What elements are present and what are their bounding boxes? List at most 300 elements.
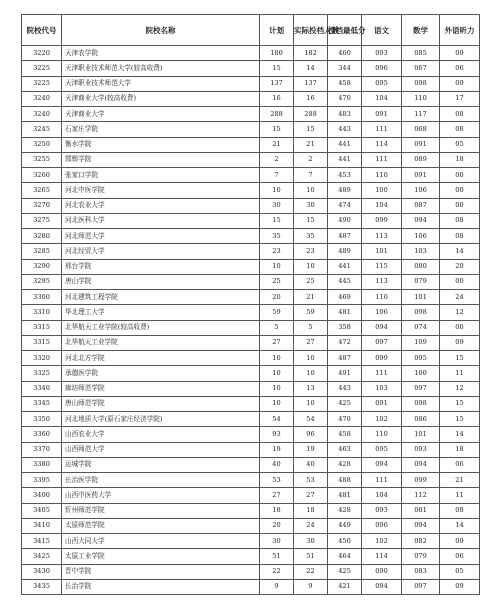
actual-admitted-cell: 288 bbox=[294, 107, 328, 122]
minimum-score-cell: 449 bbox=[328, 518, 362, 533]
plan-cell: 19 bbox=[260, 442, 294, 457]
chinese-cell: 091 bbox=[362, 396, 402, 411]
chinese-cell: 094 bbox=[362, 457, 402, 472]
foreign-listening-cell: 08 bbox=[440, 213, 480, 228]
school-code-cell: 3415 bbox=[22, 534, 62, 549]
math-cell: 082 bbox=[402, 534, 440, 549]
math-cell: 099 bbox=[402, 473, 440, 488]
foreign-listening-cell: 08 bbox=[440, 122, 480, 137]
school-code-cell: 3240 bbox=[22, 91, 62, 106]
minimum-score-cell: 445 bbox=[328, 274, 362, 289]
plan-cell: 10 bbox=[260, 366, 294, 381]
plan-cell: 180 bbox=[260, 46, 294, 61]
math-cell: 067 bbox=[402, 61, 440, 76]
plan-cell: 53 bbox=[260, 473, 294, 488]
school-code-cell: 3245 bbox=[22, 122, 62, 137]
math-cell: 085 bbox=[402, 46, 440, 61]
table-row bbox=[22, 549, 480, 564]
math-cell: 103 bbox=[402, 244, 440, 259]
school-name-cell: 长治学院 bbox=[62, 579, 260, 594]
actual-admitted-cell: 35 bbox=[294, 229, 328, 244]
math-cell: 106 bbox=[402, 183, 440, 198]
chinese-cell: 111 bbox=[362, 122, 402, 137]
actual-admitted-cell: 51 bbox=[294, 549, 328, 564]
actual-admitted-cell: 15 bbox=[294, 213, 328, 228]
plan-cell: 7 bbox=[260, 168, 294, 183]
admission-score-table bbox=[21, 14, 480, 595]
table-row bbox=[22, 335, 480, 350]
school-code-cell: 3340 bbox=[22, 381, 62, 396]
math-cell: 086 bbox=[402, 412, 440, 427]
minimum-score-cell: 464 bbox=[328, 549, 362, 564]
chinese-cell: 111 bbox=[362, 366, 402, 381]
school-name-cell: 山西农业大学 bbox=[62, 427, 260, 442]
table-row bbox=[22, 488, 480, 503]
math-cell: 110 bbox=[402, 91, 440, 106]
math-cell: 098 bbox=[402, 305, 440, 320]
school-name-cell: 河北地质大学(原石家庄经济学院) bbox=[62, 412, 260, 427]
math-cell: 089 bbox=[402, 152, 440, 167]
actual-admitted-cell: 15 bbox=[294, 122, 328, 137]
table-row bbox=[22, 518, 480, 533]
table-row bbox=[22, 534, 480, 549]
chinese-cell: 096 bbox=[362, 518, 402, 533]
school-code-cell: 3255 bbox=[22, 152, 62, 167]
school-code-cell: 3225 bbox=[22, 61, 62, 76]
chinese-cell: 110 bbox=[362, 290, 402, 305]
table-row bbox=[22, 290, 480, 305]
foreign-listening-cell: 06 bbox=[440, 61, 480, 76]
table-row bbox=[22, 229, 480, 244]
school-name-cell: 北华航天工业学院(较高收费) bbox=[62, 320, 260, 335]
school-code-cell: 3370 bbox=[22, 442, 62, 457]
chinese-cell: 094 bbox=[362, 579, 402, 594]
table-row bbox=[22, 168, 480, 183]
school-name-cell: 天津商业大学(较高收费) bbox=[62, 91, 260, 106]
school-name-cell: 河北农业大学 bbox=[62, 198, 260, 213]
plan-cell: 5 bbox=[260, 320, 294, 335]
actual-admitted-cell: 10 bbox=[294, 366, 328, 381]
foreign-listening-cell: 00 bbox=[440, 168, 480, 183]
school-name-cell: 华北理工大学 bbox=[62, 305, 260, 320]
foreign-listening-cell: 09 bbox=[440, 335, 480, 350]
table-row bbox=[22, 473, 480, 488]
plan-cell: 30 bbox=[260, 534, 294, 549]
school-code-cell: 3270 bbox=[22, 198, 62, 213]
table-row bbox=[22, 183, 480, 198]
header-math: 数学 bbox=[402, 15, 440, 46]
school-name-cell: 天津职业技术师范大学 bbox=[62, 76, 260, 91]
minimum-score-cell: 458 bbox=[328, 76, 362, 91]
plan-cell: 10 bbox=[260, 183, 294, 198]
chinese-cell: 090 bbox=[362, 564, 402, 579]
chinese-cell: 091 bbox=[362, 107, 402, 122]
foreign-listening-cell: 11 bbox=[440, 366, 480, 381]
math-cell: 094 bbox=[402, 457, 440, 472]
chinese-cell: 104 bbox=[362, 91, 402, 106]
plan-cell: 21 bbox=[260, 137, 294, 152]
plan-cell: 288 bbox=[260, 107, 294, 122]
minimum-score-cell: 483 bbox=[328, 107, 362, 122]
school-name-cell: 忻州师范学院 bbox=[62, 503, 260, 518]
plan-cell: 59 bbox=[260, 305, 294, 320]
school-name-cell: 河北建筑工程学院 bbox=[62, 290, 260, 305]
math-cell: 097 bbox=[402, 579, 440, 594]
actual-admitted-cell: 53 bbox=[294, 473, 328, 488]
math-cell: 074 bbox=[402, 320, 440, 335]
school-code-cell: 3260 bbox=[22, 168, 62, 183]
table-header-row bbox=[22, 15, 480, 46]
table-row bbox=[22, 412, 480, 427]
math-cell: 087 bbox=[402, 198, 440, 213]
math-cell: 098 bbox=[402, 76, 440, 91]
minimum-score-cell: 425 bbox=[328, 396, 362, 411]
actual-admitted-cell: 25 bbox=[294, 274, 328, 289]
admission-score-document bbox=[21, 14, 479, 595]
actual-admitted-cell: 18 bbox=[294, 503, 328, 518]
math-cell: 080 bbox=[402, 259, 440, 274]
math-cell: 083 bbox=[402, 564, 440, 579]
actual-admitted-cell: 40 bbox=[294, 457, 328, 472]
minimum-score-cell: 458 bbox=[328, 427, 362, 442]
chinese-cell: 114 bbox=[362, 549, 402, 564]
foreign-listening-cell: 08 bbox=[440, 229, 480, 244]
foreign-listening-cell: 24 bbox=[440, 290, 480, 305]
chinese-cell: 115 bbox=[362, 259, 402, 274]
math-cell: 100 bbox=[402, 366, 440, 381]
plan-cell: 22 bbox=[260, 564, 294, 579]
plan-cell: 27 bbox=[260, 335, 294, 350]
math-cell: 098 bbox=[402, 396, 440, 411]
school-name-cell: 山西大同大学 bbox=[62, 534, 260, 549]
header-foreign-listening: 外语听力 bbox=[440, 15, 480, 46]
math-cell: 101 bbox=[402, 427, 440, 442]
school-code-cell: 3435 bbox=[22, 579, 62, 594]
school-name-cell: 邯郸学院 bbox=[62, 152, 260, 167]
school-code-cell: 3310 bbox=[22, 305, 62, 320]
math-cell: 101 bbox=[402, 290, 440, 305]
foreign-listening-cell: 12 bbox=[440, 305, 480, 320]
school-code-cell: 3345 bbox=[22, 396, 62, 411]
table-row bbox=[22, 213, 480, 228]
foreign-listening-cell: 09 bbox=[440, 76, 480, 91]
minimum-score-cell: 470 bbox=[328, 412, 362, 427]
chinese-cell: 101 bbox=[362, 244, 402, 259]
actual-admitted-cell: 30 bbox=[294, 198, 328, 213]
math-cell: 097 bbox=[402, 381, 440, 396]
minimum-score-cell: 425 bbox=[328, 564, 362, 579]
foreign-listening-cell: 15 bbox=[440, 412, 480, 427]
chinese-cell: 102 bbox=[362, 534, 402, 549]
school-code-cell: 3220 bbox=[22, 46, 62, 61]
chinese-cell: 110 bbox=[362, 168, 402, 183]
school-name-cell: 承德医学院 bbox=[62, 366, 260, 381]
minimum-score-cell: 344 bbox=[328, 61, 362, 76]
chinese-cell: 093 bbox=[362, 46, 402, 61]
table-row bbox=[22, 198, 480, 213]
table-row bbox=[22, 366, 480, 381]
school-code-cell: 3380 bbox=[22, 457, 62, 472]
actual-admitted-cell: 9 bbox=[294, 579, 328, 594]
school-code-cell: 3425 bbox=[22, 549, 62, 564]
school-name-cell: 河北中医学院 bbox=[62, 183, 260, 198]
actual-admitted-cell: 7 bbox=[294, 168, 328, 183]
plan-cell: 15 bbox=[260, 213, 294, 228]
plan-cell: 15 bbox=[260, 61, 294, 76]
foreign-listening-cell: 18 bbox=[440, 152, 480, 167]
math-cell: 117 bbox=[402, 107, 440, 122]
actual-admitted-cell: 10 bbox=[294, 183, 328, 198]
table-row bbox=[22, 564, 480, 579]
table-row bbox=[22, 320, 480, 335]
table-body bbox=[22, 46, 480, 595]
actual-admitted-cell: 19 bbox=[294, 442, 328, 457]
foreign-listening-cell: 14 bbox=[440, 518, 480, 533]
header-plan: 计划 bbox=[260, 15, 294, 46]
actual-admitted-cell: 5 bbox=[294, 320, 328, 335]
minimum-score-cell: 474 bbox=[328, 198, 362, 213]
school-code-cell: 3360 bbox=[22, 427, 62, 442]
chinese-cell: 097 bbox=[362, 335, 402, 350]
math-cell: 079 bbox=[402, 549, 440, 564]
actual-admitted-cell: 54 bbox=[294, 412, 328, 427]
actual-admitted-cell: 2 bbox=[294, 152, 328, 167]
plan-cell: 18 bbox=[260, 503, 294, 518]
actual-admitted-cell: 96 bbox=[294, 427, 328, 442]
header-minimum-score: 投档最低分 bbox=[328, 15, 362, 46]
plan-cell: 16 bbox=[260, 91, 294, 106]
school-name-cell: 太原师范学院 bbox=[62, 518, 260, 533]
foreign-listening-cell: 08 bbox=[440, 107, 480, 122]
plan-cell: 10 bbox=[260, 396, 294, 411]
minimum-score-cell: 358 bbox=[328, 320, 362, 335]
school-name-cell: 天津职业技术师范大学(较高收费) bbox=[62, 61, 260, 76]
math-cell: 091 bbox=[402, 168, 440, 183]
school-name-cell: 长治医学院 bbox=[62, 473, 260, 488]
foreign-listening-cell: 20 bbox=[440, 259, 480, 274]
actual-admitted-cell: 59 bbox=[294, 305, 328, 320]
foreign-listening-cell: 11 bbox=[440, 488, 480, 503]
foreign-listening-cell: 21 bbox=[440, 473, 480, 488]
foreign-listening-cell: 17 bbox=[440, 91, 480, 106]
table-row bbox=[22, 442, 480, 457]
math-cell: 079 bbox=[402, 274, 440, 289]
school-name-cell: 衡水学院 bbox=[62, 137, 260, 152]
chinese-cell: 094 bbox=[362, 320, 402, 335]
school-code-cell: 3430 bbox=[22, 564, 62, 579]
school-code-cell: 3295 bbox=[22, 274, 62, 289]
actual-admitted-cell: 21 bbox=[294, 290, 328, 305]
chinese-cell: 095 bbox=[362, 76, 402, 91]
foreign-listening-cell: 15 bbox=[440, 396, 480, 411]
foreign-listening-cell: 06 bbox=[440, 457, 480, 472]
table-row bbox=[22, 259, 480, 274]
chinese-cell: 095 bbox=[362, 442, 402, 457]
school-name-cell: 天津商业大学 bbox=[62, 107, 260, 122]
chinese-cell: 102 bbox=[362, 412, 402, 427]
table-row bbox=[22, 76, 480, 91]
table-row bbox=[22, 152, 480, 167]
foreign-listening-cell: 00 bbox=[440, 183, 480, 198]
school-code-cell: 3400 bbox=[22, 488, 62, 503]
table-row bbox=[22, 274, 480, 289]
minimum-score-cell: 470 bbox=[328, 91, 362, 106]
math-cell: 091 bbox=[402, 137, 440, 152]
table-row bbox=[22, 503, 480, 518]
school-code-cell: 3350 bbox=[22, 412, 62, 427]
foreign-listening-cell: 09 bbox=[440, 579, 480, 594]
actual-admitted-cell: 30 bbox=[294, 534, 328, 549]
minimum-score-cell: 453 bbox=[328, 168, 362, 183]
minimum-score-cell: 421 bbox=[328, 579, 362, 594]
actual-admitted-cell: 27 bbox=[294, 335, 328, 350]
actual-admitted-cell: 24 bbox=[294, 518, 328, 533]
minimum-score-cell: 481 bbox=[328, 488, 362, 503]
school-name-cell: 石家庄学院 bbox=[62, 122, 260, 137]
school-code-cell: 3405 bbox=[22, 503, 62, 518]
actual-admitted-cell: 10 bbox=[294, 259, 328, 274]
minimum-score-cell: 472 bbox=[328, 335, 362, 350]
school-name-cell: 山西师范大学 bbox=[62, 442, 260, 457]
foreign-listening-cell: 08 bbox=[440, 503, 480, 518]
math-cell: 095 bbox=[402, 351, 440, 366]
plan-cell: 93 bbox=[260, 427, 294, 442]
chinese-cell: 093 bbox=[362, 503, 402, 518]
school-name-cell: 河北师范大学 bbox=[62, 229, 260, 244]
school-name-cell: 北华航天工业学院 bbox=[62, 335, 260, 350]
chinese-cell: 104 bbox=[362, 198, 402, 213]
table-row bbox=[22, 305, 480, 320]
minimum-score-cell: 487 bbox=[328, 229, 362, 244]
actual-admitted-cell: 27 bbox=[294, 488, 328, 503]
plan-cell: 9 bbox=[260, 579, 294, 594]
plan-cell: 54 bbox=[260, 412, 294, 427]
actual-admitted-cell: 14 bbox=[294, 61, 328, 76]
school-code-cell: 3410 bbox=[22, 518, 62, 533]
school-code-cell: 3315 bbox=[22, 320, 62, 335]
table-row bbox=[22, 122, 480, 137]
foreign-listening-cell: 05 bbox=[440, 137, 480, 152]
table-row bbox=[22, 457, 480, 472]
math-cell: 068 bbox=[402, 122, 440, 137]
school-name-cell: 唐山师范学院 bbox=[62, 396, 260, 411]
foreign-listening-cell: 14 bbox=[440, 427, 480, 442]
minimum-score-cell: 489 bbox=[328, 183, 362, 198]
foreign-listening-cell: 00 bbox=[440, 320, 480, 335]
plan-cell: 2 bbox=[260, 152, 294, 167]
header-school-name: 院校名称 bbox=[62, 15, 260, 46]
minimum-score-cell: 463 bbox=[328, 442, 362, 457]
table-row bbox=[22, 579, 480, 594]
chinese-cell: 113 bbox=[362, 274, 402, 289]
chinese-cell: 111 bbox=[362, 473, 402, 488]
school-code-cell: 3320 bbox=[22, 351, 62, 366]
minimum-score-cell: 491 bbox=[328, 366, 362, 381]
minimum-score-cell: 443 bbox=[328, 381, 362, 396]
school-code-cell: 3225 bbox=[22, 76, 62, 91]
plan-cell: 51 bbox=[260, 549, 294, 564]
actual-admitted-cell: 23 bbox=[294, 244, 328, 259]
plan-cell: 35 bbox=[260, 229, 294, 244]
chinese-cell: 114 bbox=[362, 137, 402, 152]
plan-cell: 137 bbox=[260, 76, 294, 91]
chinese-cell: 099 bbox=[362, 213, 402, 228]
table-row bbox=[22, 244, 480, 259]
minimum-score-cell: 469 bbox=[328, 290, 362, 305]
school-name-cell: 天津农学院 bbox=[62, 46, 260, 61]
school-name-cell: 山西中医药大学 bbox=[62, 488, 260, 503]
chinese-cell: 104 bbox=[362, 488, 402, 503]
actual-admitted-cell: 10 bbox=[294, 351, 328, 366]
chinese-cell: 111 bbox=[362, 152, 402, 167]
chinese-cell: 099 bbox=[362, 351, 402, 366]
foreign-listening-cell: 14 bbox=[440, 244, 480, 259]
header-actual-admitted: 实际投档人数 bbox=[294, 15, 328, 46]
foreign-listening-cell: 09 bbox=[440, 46, 480, 61]
chinese-cell: 106 bbox=[362, 305, 402, 320]
chinese-cell: 096 bbox=[362, 61, 402, 76]
school-name-cell: 运城学院 bbox=[62, 457, 260, 472]
foreign-listening-cell: 00 bbox=[440, 198, 480, 213]
plan-cell: 20 bbox=[260, 518, 294, 533]
school-name-cell: 河北北方学院 bbox=[62, 351, 260, 366]
actual-admitted-cell: 10 bbox=[294, 396, 328, 411]
math-cell: 106 bbox=[402, 229, 440, 244]
school-code-cell: 3300 bbox=[22, 290, 62, 305]
school-code-cell: 3240 bbox=[22, 107, 62, 122]
minimum-score-cell: 487 bbox=[328, 351, 362, 366]
math-cell: 094 bbox=[402, 213, 440, 228]
header-chinese: 语文 bbox=[362, 15, 402, 46]
table-row bbox=[22, 46, 480, 61]
minimum-score-cell: 441 bbox=[328, 152, 362, 167]
minimum-score-cell: 441 bbox=[328, 137, 362, 152]
foreign-listening-cell: 18 bbox=[440, 442, 480, 457]
minimum-score-cell: 450 bbox=[328, 534, 362, 549]
plan-cell: 10 bbox=[260, 259, 294, 274]
math-cell: 112 bbox=[402, 488, 440, 503]
school-name-cell: 邢台学院 bbox=[62, 259, 260, 274]
chinese-cell: 100 bbox=[362, 183, 402, 198]
table-row bbox=[22, 107, 480, 122]
plan-cell: 25 bbox=[260, 274, 294, 289]
foreign-listening-cell: 06 bbox=[440, 549, 480, 564]
plan-cell: 23 bbox=[260, 244, 294, 259]
table-row bbox=[22, 427, 480, 442]
plan-cell: 27 bbox=[260, 488, 294, 503]
table-row bbox=[22, 91, 480, 106]
actual-admitted-cell: 13 bbox=[294, 381, 328, 396]
actual-admitted-cell: 21 bbox=[294, 137, 328, 152]
minimum-score-cell: 489 bbox=[328, 244, 362, 259]
math-cell: 081 bbox=[402, 503, 440, 518]
school-code-cell: 3280 bbox=[22, 229, 62, 244]
foreign-listening-cell: 09 bbox=[440, 534, 480, 549]
plan-cell: 30 bbox=[260, 198, 294, 213]
minimum-score-cell: 460 bbox=[328, 46, 362, 61]
minimum-score-cell: 443 bbox=[328, 122, 362, 137]
school-code-cell: 3285 bbox=[22, 244, 62, 259]
plan-cell: 15 bbox=[260, 122, 294, 137]
school-name-cell: 唐山学院 bbox=[62, 274, 260, 289]
school-name-cell: 河北经贸大学 bbox=[62, 244, 260, 259]
chinese-cell: 113 bbox=[362, 229, 402, 244]
plan-cell: 10 bbox=[260, 381, 294, 396]
minimum-score-cell: 481 bbox=[328, 305, 362, 320]
foreign-listening-cell: 05 bbox=[440, 564, 480, 579]
foreign-listening-cell: 12 bbox=[440, 381, 480, 396]
table-row bbox=[22, 396, 480, 411]
